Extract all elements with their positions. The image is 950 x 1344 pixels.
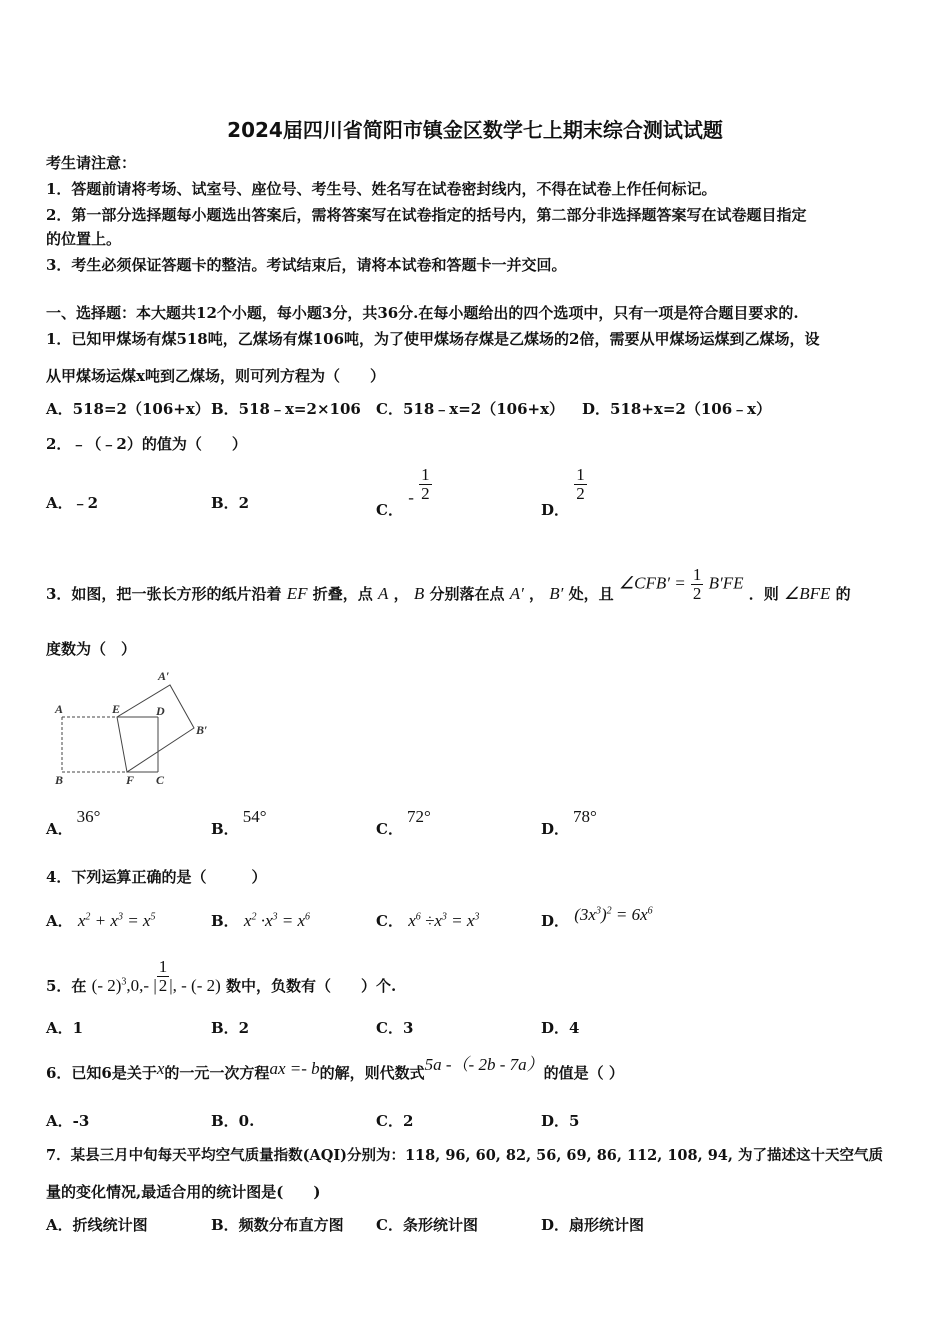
text: ．则 (748, 584, 779, 603)
fraction-denominator: 2 (421, 484, 430, 503)
math-a-prime: A′ (509, 583, 524, 603)
q3-option-a[interactable] (46, 807, 101, 839)
q3-figure (50, 668, 220, 788)
q2-option-c[interactable] (376, 465, 432, 519)
fraction-denominator: 2 (692, 584, 702, 603)
fraction-denominator: 2 (158, 976, 168, 995)
option-label: A． (46, 820, 73, 838)
text: 的值是（ ） (543, 1064, 624, 1082)
q2-stem: 2．﹣（﹣2）的值为（ ） (46, 435, 247, 453)
q1-stem-line2: 从甲煤场运煤x吨到乙煤场，则可列方程为（ ） (46, 367, 385, 385)
q3-stem-line1 (46, 566, 851, 603)
text: 3．如图，把一张长方形的纸片沿着 (46, 584, 282, 603)
math-equation: ax =- b (269, 1059, 320, 1078)
q5-stem: 5．在 (- 2)$^3$,0,- | $\frac{1}{2}$ |, - (- 2) 数中，负数有（ ）个. (46, 957, 397, 995)
q5-option-d[interactable]: D．4 (541, 1019, 580, 1037)
option-label: D． (541, 912, 570, 930)
q7-option-a[interactable]: A．折线统计图 (46, 1216, 148, 1234)
q7-stem-line2: 量的变化情况,最适合用的统计图是( ) (46, 1183, 321, 1201)
notice-item: 2．第一部分选择题每小题选出答案后，需将答案写在试卷指定的括号内，第二部分非选择题答案写在试卷题目指定 (46, 206, 807, 224)
figure-label-d: D (156, 704, 165, 718)
q4-option-c[interactable]: C． $x^6 \div x^3 = x^3$ (376, 911, 480, 930)
q1-option-d[interactable]: D．518+x=2（106﹣x） (582, 400, 772, 418)
math-x: x (156, 1059, 165, 1078)
q6-option-d[interactable]: D．5 (541, 1112, 580, 1130)
text: ， (393, 584, 409, 603)
text: 6．已知6是关于 (46, 1064, 157, 1082)
option-label: C． (376, 500, 403, 519)
q3-option-c[interactable] (376, 807, 431, 839)
option-label: C． (376, 820, 403, 838)
text: 数中，负数有（ ）个. (226, 976, 397, 995)
figure-label-e: E (112, 702, 121, 716)
math-ef: EF (286, 583, 308, 603)
notice-item: 的位置上。 (46, 230, 122, 248)
q3-option-d[interactable] (541, 807, 597, 839)
option-value: 78° (573, 807, 597, 826)
fraction (691, 566, 704, 603)
text: 分别落在点 (429, 584, 505, 603)
fraction (419, 466, 432, 503)
option-value: 36° (76, 807, 101, 826)
q3-stem-line2: 度数为（ ） (46, 640, 137, 658)
q2-option-a[interactable]: A．﹣2 (46, 494, 99, 512)
q5-option-a[interactable]: A．1 (46, 1019, 84, 1037)
option-label: D． (541, 820, 570, 838)
q4-stem: 4．下列运算正确的是（ ） (46, 868, 267, 886)
math-angle-cfb: ∠CFB′ = (618, 573, 686, 593)
math-angle-bfe-target: ∠BFE (784, 583, 831, 603)
text: 的一元一次方程 (164, 1064, 270, 1082)
math-b-prime: B′ (549, 583, 564, 603)
text: 处，且 (568, 584, 614, 603)
q1-option-b[interactable]: B．518﹣x=2×106 (211, 400, 361, 418)
page-title: 2024届四川省简阳市镇金区数学七上期末综合测试试题 (227, 118, 723, 142)
q4-option-b[interactable]: B． $x^2 \cdot x^3 = x^6$ (211, 911, 311, 930)
fraction-numerator: 1 (692, 565, 702, 584)
fraction-denominator: 2 (576, 484, 585, 503)
math-angle-bfe: B′FE (708, 573, 744, 593)
q5-option-c[interactable]: C．3 (376, 1019, 414, 1037)
text: 的 (835, 584, 851, 603)
figure-label-b-prime: B′ (196, 723, 208, 737)
option-label: B． (211, 912, 239, 930)
math-a: A (377, 583, 389, 603)
q2-option-d[interactable] (541, 465, 587, 519)
option-label: C． (376, 912, 403, 930)
q6-option-c[interactable]: C．2 (376, 1112, 414, 1130)
figure-label-a: A (55, 702, 64, 716)
q7-stem-line1: 7．某县三月中旬每天平均空气质量指数(AQI)分别为：118, 96, 60, 82, 56, 69, 86, 112, 108, 94, 为了描述这十天空气质 (46, 1147, 883, 1164)
fraction-numerator: 1 (158, 957, 168, 976)
q2-option-b[interactable]: B．2 (211, 494, 250, 512)
figure-label-a-prime: A′ (158, 669, 170, 683)
text: 折叠，点 (312, 584, 373, 603)
fraction (157, 958, 170, 995)
math-b: B (413, 583, 425, 603)
math-expression: 5a -（- 2b - 7a） (424, 1055, 544, 1074)
q6-option-a[interactable]: A．-3 (46, 1112, 90, 1130)
fraction-numerator: 1 (421, 465, 430, 484)
notice-item: 3．考生必须保证答题卡的整洁。考试结束后，请将本试卷和答题卡一并交回。 (46, 256, 567, 274)
text: ， (529, 584, 545, 603)
minus-sign: - (408, 487, 414, 507)
option-value: 72° (406, 807, 431, 826)
figure-label-c: C (156, 773, 165, 787)
q3-option-b[interactable] (211, 807, 267, 839)
option-value: 54° (242, 807, 267, 826)
figure-label-b: B (55, 773, 64, 787)
q4-option-d[interactable]: D． $(3x^3)^2 = 6x^6$ (541, 905, 653, 930)
fraction (574, 466, 587, 503)
q7-option-b[interactable]: B．频数分布直方图 (211, 1216, 344, 1234)
section-heading: 一、选择题：本大题共12个小题，每小题3分，共36分.在每小题给出的四个选项中，只有一项是符合题目要求的. (46, 304, 799, 322)
q6-stem (46, 1055, 624, 1083)
option-label: D． (541, 500, 570, 519)
option-label: A． (46, 912, 73, 930)
text: 5．在 (46, 976, 87, 995)
fraction-numerator: 1 (576, 465, 585, 484)
figure-label-f: F (126, 773, 135, 787)
text: 的解，则代数式 (319, 1064, 425, 1082)
option-label: B． (211, 820, 239, 838)
notice-heading: 考生请注意： (46, 154, 137, 172)
q1-option-c[interactable]: C．518﹣x=2（106+x） (376, 400, 565, 418)
q5-option-b[interactable]: B．2 (211, 1019, 250, 1037)
q1-option-a[interactable]: A．518=2（106+x） (46, 400, 210, 418)
q7-option-c[interactable]: C．条形统计图 (376, 1216, 478, 1234)
q7-option-d[interactable]: D．扇形统计图 (541, 1216, 645, 1234)
q6-option-b[interactable]: B．0. (211, 1112, 255, 1130)
q4-option-a[interactable]: A． $x^2 + x^3 = x^5$ (46, 911, 156, 930)
notice-item: 1．答题前请将考场、试室号、座位号、考生号、姓名写在试卷密封线内，不得在试卷上作任何标记。 (46, 180, 717, 198)
q1-stem-line1: 1．已知甲煤场有煤518吨，乙煤场有煤106吨，为了使甲煤场存煤是乙煤场的2倍，需要从甲煤场运煤到乙煤场，设 (46, 330, 820, 348)
